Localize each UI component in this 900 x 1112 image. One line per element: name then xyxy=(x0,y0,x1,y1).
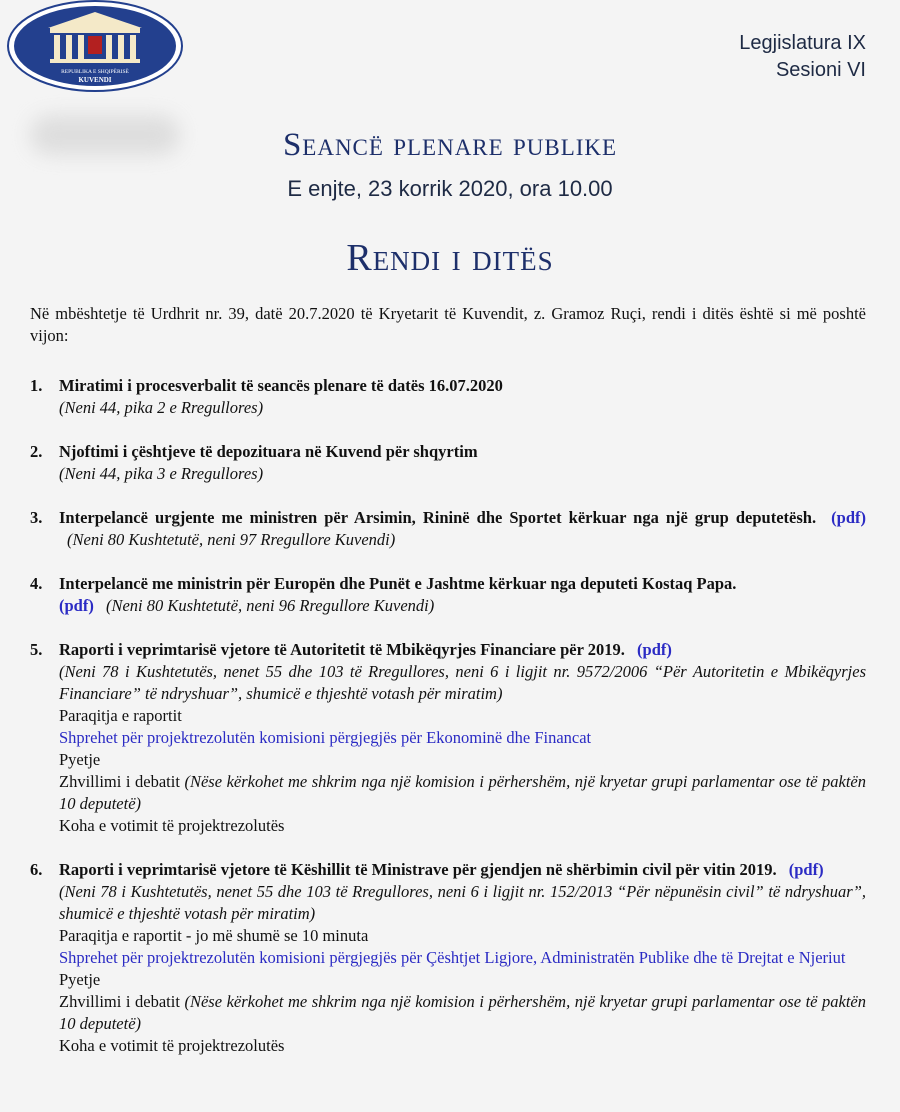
item-number: 6. xyxy=(30,860,43,879)
item-debate-note: (Nëse kërkohet me shkrim nga një komision i përhershëm, një kryetar grupi parlamentar ose të paktën 10 deputetë) xyxy=(59,992,867,1033)
item-title: Miratimi i procesverbalit të seancës plenare të datës 16.07.2020 xyxy=(59,376,503,395)
item-title: Interpelancë me ministrin për Europën dhe Punët e Jashtme kërkuar nga deputeti Kostaq Papa. xyxy=(59,574,737,593)
item-questions: Pyetje xyxy=(59,970,101,989)
item-debate-note: (Nëse kërkohet me shkrim nga një komision i përhershëm, një kryetar grupi parlamentar ose të paktën 10 deputetë) xyxy=(59,772,867,813)
pdf-link-6[interactable]: (pdf) xyxy=(788,860,824,879)
session-label: Sesioni VI xyxy=(775,59,866,81)
item-committee: Shprehet për projektrezolutën komisioni përgjegjës për Ekonominë dhe Financat xyxy=(59,728,592,747)
item-title: Raporti i veprimtarisë vjetore të Autoritetit të Mbikëqyrjes Financiare për 2019. xyxy=(59,640,625,659)
item-number: 2. xyxy=(30,442,43,461)
page-title: Seancë plenare publike xyxy=(282,127,618,163)
item-title: Njoftimi i çështjeve të depozituara në Kuvend për shqyrtim xyxy=(59,442,478,461)
item-number: 4. xyxy=(30,574,43,593)
pdf-link-5[interactable]: (pdf) xyxy=(637,640,672,659)
session-date: E enjte, 23 korrik 2020, ora 10.00 xyxy=(287,176,613,201)
agenda-title: Rendi i ditës xyxy=(346,237,554,279)
item-vote: Koha e votimit të projektrezolutës xyxy=(59,816,285,835)
item-reference: (Neni 80 Kushtetutë, neni 97 Rregullore Kuvendi) xyxy=(67,530,396,549)
item-number: 5. xyxy=(30,640,43,659)
legislature-info xyxy=(739,30,866,84)
parliament-logo xyxy=(6,0,184,92)
item-reference: (Neni 80 Kushtetutë, neni 96 Rregullore Kuvendi) xyxy=(105,596,435,615)
item-committee: Shprehet për projektrezolutën komisioni përgjegjës për Çështjet Ligjore, Administratën Publike dhe të Drejtat e Njeriut xyxy=(59,948,846,967)
legislature-label: Legjislatura IX xyxy=(739,32,866,54)
agenda-item-2 xyxy=(30,441,866,485)
pdf-link-4[interactable]: (pdf) xyxy=(59,596,94,615)
item-number: 1. xyxy=(30,376,43,395)
agenda-item-1 xyxy=(30,375,866,419)
item-debate: Zhvillimi i debatit xyxy=(59,992,180,1011)
item-debate: Zhvillimi i debatit xyxy=(59,772,180,791)
pdf-link-3[interactable]: (pdf) xyxy=(831,508,866,527)
item-presentation: Paraqitja e raportit xyxy=(59,706,182,725)
logo-line2: KUVENDI xyxy=(78,76,112,84)
item-reference: (Neni 78 i Kushtetutës, nenet 55 dhe 103 të Rregullores, neni 6 i ligjit nr. 152/2013 “Për nëpunësin civil” të ndryshuar”, shumicë e thjeshtë votash për miratim) xyxy=(59,882,866,923)
item-reference: (Neni 44, pika 2 e Rregullores) xyxy=(59,398,264,417)
item-questions: Pyetje xyxy=(59,750,101,769)
agenda-item-3 xyxy=(30,507,866,551)
logo-line1: REPUBLIKA E SHQIPËRISË xyxy=(61,69,129,75)
item-presentation: Paraqitja e raportit - jo më shumë se 10 minuta xyxy=(59,926,369,945)
agenda-item-4 xyxy=(30,573,866,617)
intro-paragraph: Në mbështetje të Urdhrit nr. 39, datë 20.7.2020 të Kryetarit të Kuvendit, z. Gramoz Ruçi, rendi i ditës është si më poshtë vijon: xyxy=(30,304,866,345)
document-body xyxy=(30,303,866,1079)
item-reference: (Neni 78 i Kushtetutës, nenet 55 dhe 103 të Rregullores, neni 6 i ligjit nr. 9572/2006 “Për Autoritetin e Mbikëqyrjes Financiare” të ndryshuar”, shumicë e thjeshtë votash për miratim) xyxy=(59,662,866,703)
agenda-list xyxy=(30,375,866,1057)
agenda-item-6 xyxy=(30,859,866,1057)
item-vote: Koha e votimit të projektrezolutës xyxy=(59,1036,285,1055)
item-title: Interpelancë urgjente me ministren për Arsimin, Rininë dhe Sportet kërkuar nga një grup deputetësh. xyxy=(59,508,817,527)
item-title: Raporti i veprimtarisë vjetore të Këshillit të Ministrave për gjendjen në shërbimin civil për vitin 2019. xyxy=(59,860,777,879)
item-reference: (Neni 44, pika 3 e Rregullores) xyxy=(59,464,264,483)
item-number: 3. xyxy=(30,508,43,527)
agenda-item-5 xyxy=(30,639,866,837)
